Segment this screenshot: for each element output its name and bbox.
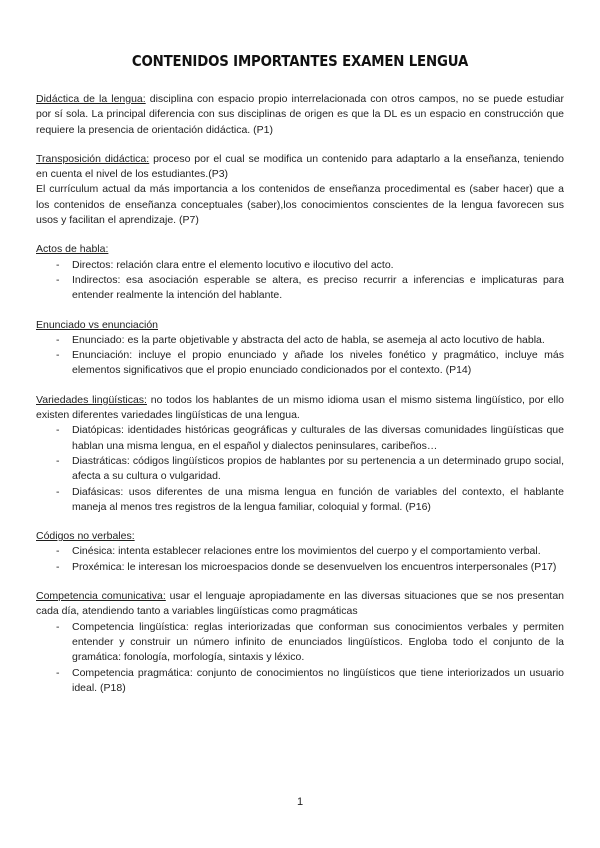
bullet-list [36, 620, 564, 696]
section-text: no todos los hablantes de un mismo idioma usan el mismo sistema lingüístico, por ello existen diferentes variedades lingüísticas de una lengua. [36, 393, 565, 422]
list-item: - Enunciación: incluye el propio enunciado y añade los niveles fonético y pragmático, incluye más elementos significativos que el propio enunciado condicionados por el contexto. (P14) [36, 348, 564, 379]
section-heading: Competencia comunicativa: [36, 590, 166, 603]
section-heading: Códigos no verbales: [36, 530, 135, 543]
document-page [36, 52, 564, 710]
bullet-list [36, 333, 564, 379]
section-actos-de-habla [36, 242, 564, 303]
section-text: usar el lenguaje apropiadamente en las diversas situaciones que se nos presentan cada día, atendiendo tanto a variables lingüísticas como pragmáticas [36, 590, 565, 618]
list-item: - Diatópicas: identidades históricas geográficas y culturales de las diversas comunidades lingüísticas que hablan una misma lengua, en el español y dialectos peninsulares, caribeños… [36, 423, 564, 454]
page-number: 1 [296, 796, 304, 808]
section-didactica [36, 92, 564, 138]
section-competencia [36, 589, 564, 696]
list-item: - Diafásicas: usos diferentes de una misma lengua en función de variables del contexto, el hablante maneja al menos tres registros de la lengua familiar, coloquial y formal. (P16) [36, 485, 564, 516]
list-item: - Competencia pragmática: conjunto de conocimientos no lingüísticos que tiene interiorizados un usuario ideal. (P18) [36, 666, 564, 697]
section-transposicion [36, 152, 564, 228]
section-enunciado [36, 318, 564, 379]
section-text: proceso por el cual se modifica un contenido para adaptarlo a la enseñanza, teniendo en cuenta el nivel de los estudiantes.(P3) [36, 152, 565, 181]
paragraph [36, 393, 564, 424]
section-heading: Variedades lingüísticas: [36, 393, 147, 406]
list-item: - Competencia lingüística: reglas interiorizadas que conforman sus conocimientos verbales y permiten entender y construir un número infinito de enunciados lingüísticos. Engloba todo el conjunto de la gramática: fonología, morfología, sintaxis y léxico. [36, 620, 564, 666]
section-codigos [36, 529, 564, 575]
section-heading: Actos de habla: [36, 243, 109, 256]
paragraph [36, 589, 564, 620]
list-item: - Cinésica: intenta establecer relaciones entre los movimientos del cuerpo y el comportamiento verbal. [36, 544, 564, 559]
page-title: CONTENIDOS IMPORTANTES EXAMEN LENGUA [131, 52, 469, 70]
bullet-list [36, 258, 564, 304]
list-item: - Directos: relación clara entre el elemento locutivo e ilocutivo del acto. [36, 258, 564, 273]
section-variedades [36, 393, 564, 515]
paragraph [36, 152, 564, 183]
paragraph: El currículum actual da más importancia a los contenidos de enseñanza procedimental es (saber hacer) que a los contenidos de enseñanza conceptuales (saber),los conocimientos conscientes de la lengua favorecen sus usos y facilitan el aprendizaje. (P7) [36, 183, 564, 227]
bullet-list [36, 423, 564, 515]
paragraph [36, 92, 564, 138]
section-text: disciplina con espacio propio interrelacionada con otros campos, no se puede estudiar por sí sola. La principal diferencia con sus disciplinas de origen es que la DL es un espacio en construcción que requiere la presencia de orientación didáctica. (P1) [36, 93, 564, 136]
list-item: - Indirectos: esa asociación esperable se altera, es preciso recurrir a inferencias e implicaturas para entender realmente la intención del hablante. [36, 273, 564, 304]
section-heading: Enunciado vs enunciación [36, 318, 159, 331]
bullet-list [36, 544, 564, 575]
list-item: - Proxémica: le interesan los microespacios donde se desenvuelven los encuentros interpersonales (P17) [36, 560, 564, 575]
list-item: - Enunciado: es la parte objetivable y abstracta del acto de habla, se asemeja al acto locutivo de habla. [36, 333, 564, 348]
list-item: - Diastráticas: códigos lingüísticos propios de hablantes por su pertenencia a un determinado grupo social, afecta a su cultura o vulgaridad. [36, 454, 564, 485]
section-heading: Didáctica de la lengua: [36, 93, 146, 105]
section-heading: Transposición didáctica: [36, 152, 150, 165]
